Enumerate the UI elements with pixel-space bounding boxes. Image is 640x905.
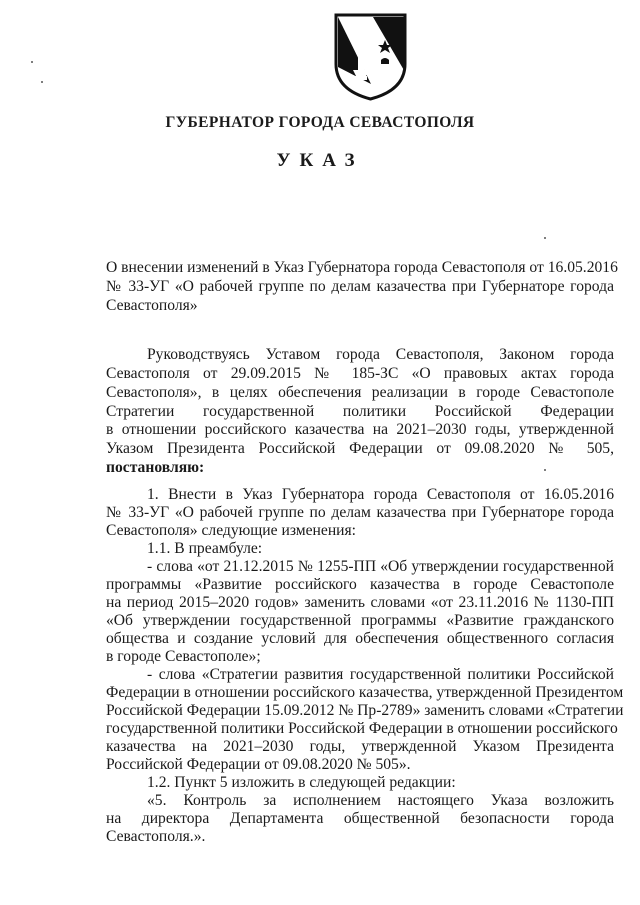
body-line: в городе Севастополе»; [106, 648, 261, 665]
preamble-line: Севастополя от 29.09.2015 № 185-ЗС «О правовых актах города [106, 365, 614, 382]
preamble-line: Стратегии государственной политики Российской Федерации [106, 403, 614, 420]
scan-artifact [41, 81, 43, 83]
body-line: - слова «от 21.12.2015 № 1255-ПП «Об утверждении государственной [147, 558, 614, 575]
body-line: общества и создание условий для обеспечения общественного согласия [106, 630, 614, 647]
body-line: 1. Внести в Указ Губернатора города Севастополя от 16.05.2016 [147, 486, 614, 503]
title-line: № 33-УГ «О рабочей группе по делам казачества при Губернаторе города [106, 278, 614, 295]
body-line: Федерации в отношении российского казачества, утвержденной Президентом [106, 684, 624, 701]
body-line: 1.1. В преамбуле: [147, 540, 263, 557]
title-line: Севастополя» [106, 297, 198, 314]
body-line: на период 2015–2020 годов» заменить словами «от 23.11.2016 № 1130-ПП [106, 594, 614, 611]
scan-artifact [544, 469, 546, 471]
body-line: Севастополя.». [106, 828, 206, 845]
preamble-line: в отношении российского казачества на 2021–2030 годы, утвержденной [106, 421, 614, 438]
issuing-authority-heading: ГУБЕРНАТОР ГОРОДА СЕВАСТОПОЛЯ [165, 114, 475, 131]
body-line: Севастополя» следующие изменения: [106, 522, 357, 539]
preamble-line: Севастополя», в целях обеспечения реализации в городе Севастополе [106, 384, 614, 401]
body-line: Российской Федерации 15.09.2012 № Пр-2789» заменить словами «Стратегии [106, 702, 624, 719]
title-line: О внесении изменений в Указ Губернатора города Севастополя от 16.05.2016 [106, 259, 618, 276]
decree-operative-word: постановляю: [106, 459, 205, 476]
document-type-heading: УКАЗ [276, 150, 364, 171]
preamble-line: Руководствуясь Уставом города Севастополя, Законом города [147, 346, 614, 363]
scan-artifact [544, 237, 546, 239]
sevastopol-coat-of-arms-emblem [333, 12, 408, 102]
body-line: программы «Развитие российского казачества в городе Севастополе [106, 576, 614, 593]
body-line: - слова «Стратегии развития государственной политики Российской [147, 666, 614, 683]
body-line: казачества на 2021–2030 годы, утвержденной Указом Президента [106, 738, 614, 755]
body-line: «5. Контроль за исполнением настоящего Указа возложить [147, 792, 614, 809]
body-line: на директора Департамента общественной безопасности города [106, 810, 614, 827]
preamble-line: Указом Президента Российской Федерации от 09.08.2020 № 505, [106, 440, 614, 457]
body-line: государственной политики Российской Федерации в отношении российского [106, 720, 618, 737]
body-line: Российской Федерации от 09.08.2020 № 505». [106, 756, 411, 773]
scan-artifact [31, 61, 33, 63]
body-line: «Об утверждении государственной программы «Развитие гражданского [106, 612, 614, 629]
body-line: 1.2. Пункт 5 изложить в следующей редакции: [147, 774, 456, 791]
body-line: № 33-УГ «О рабочей группе по делам казачества при Губернаторе города [106, 504, 614, 521]
